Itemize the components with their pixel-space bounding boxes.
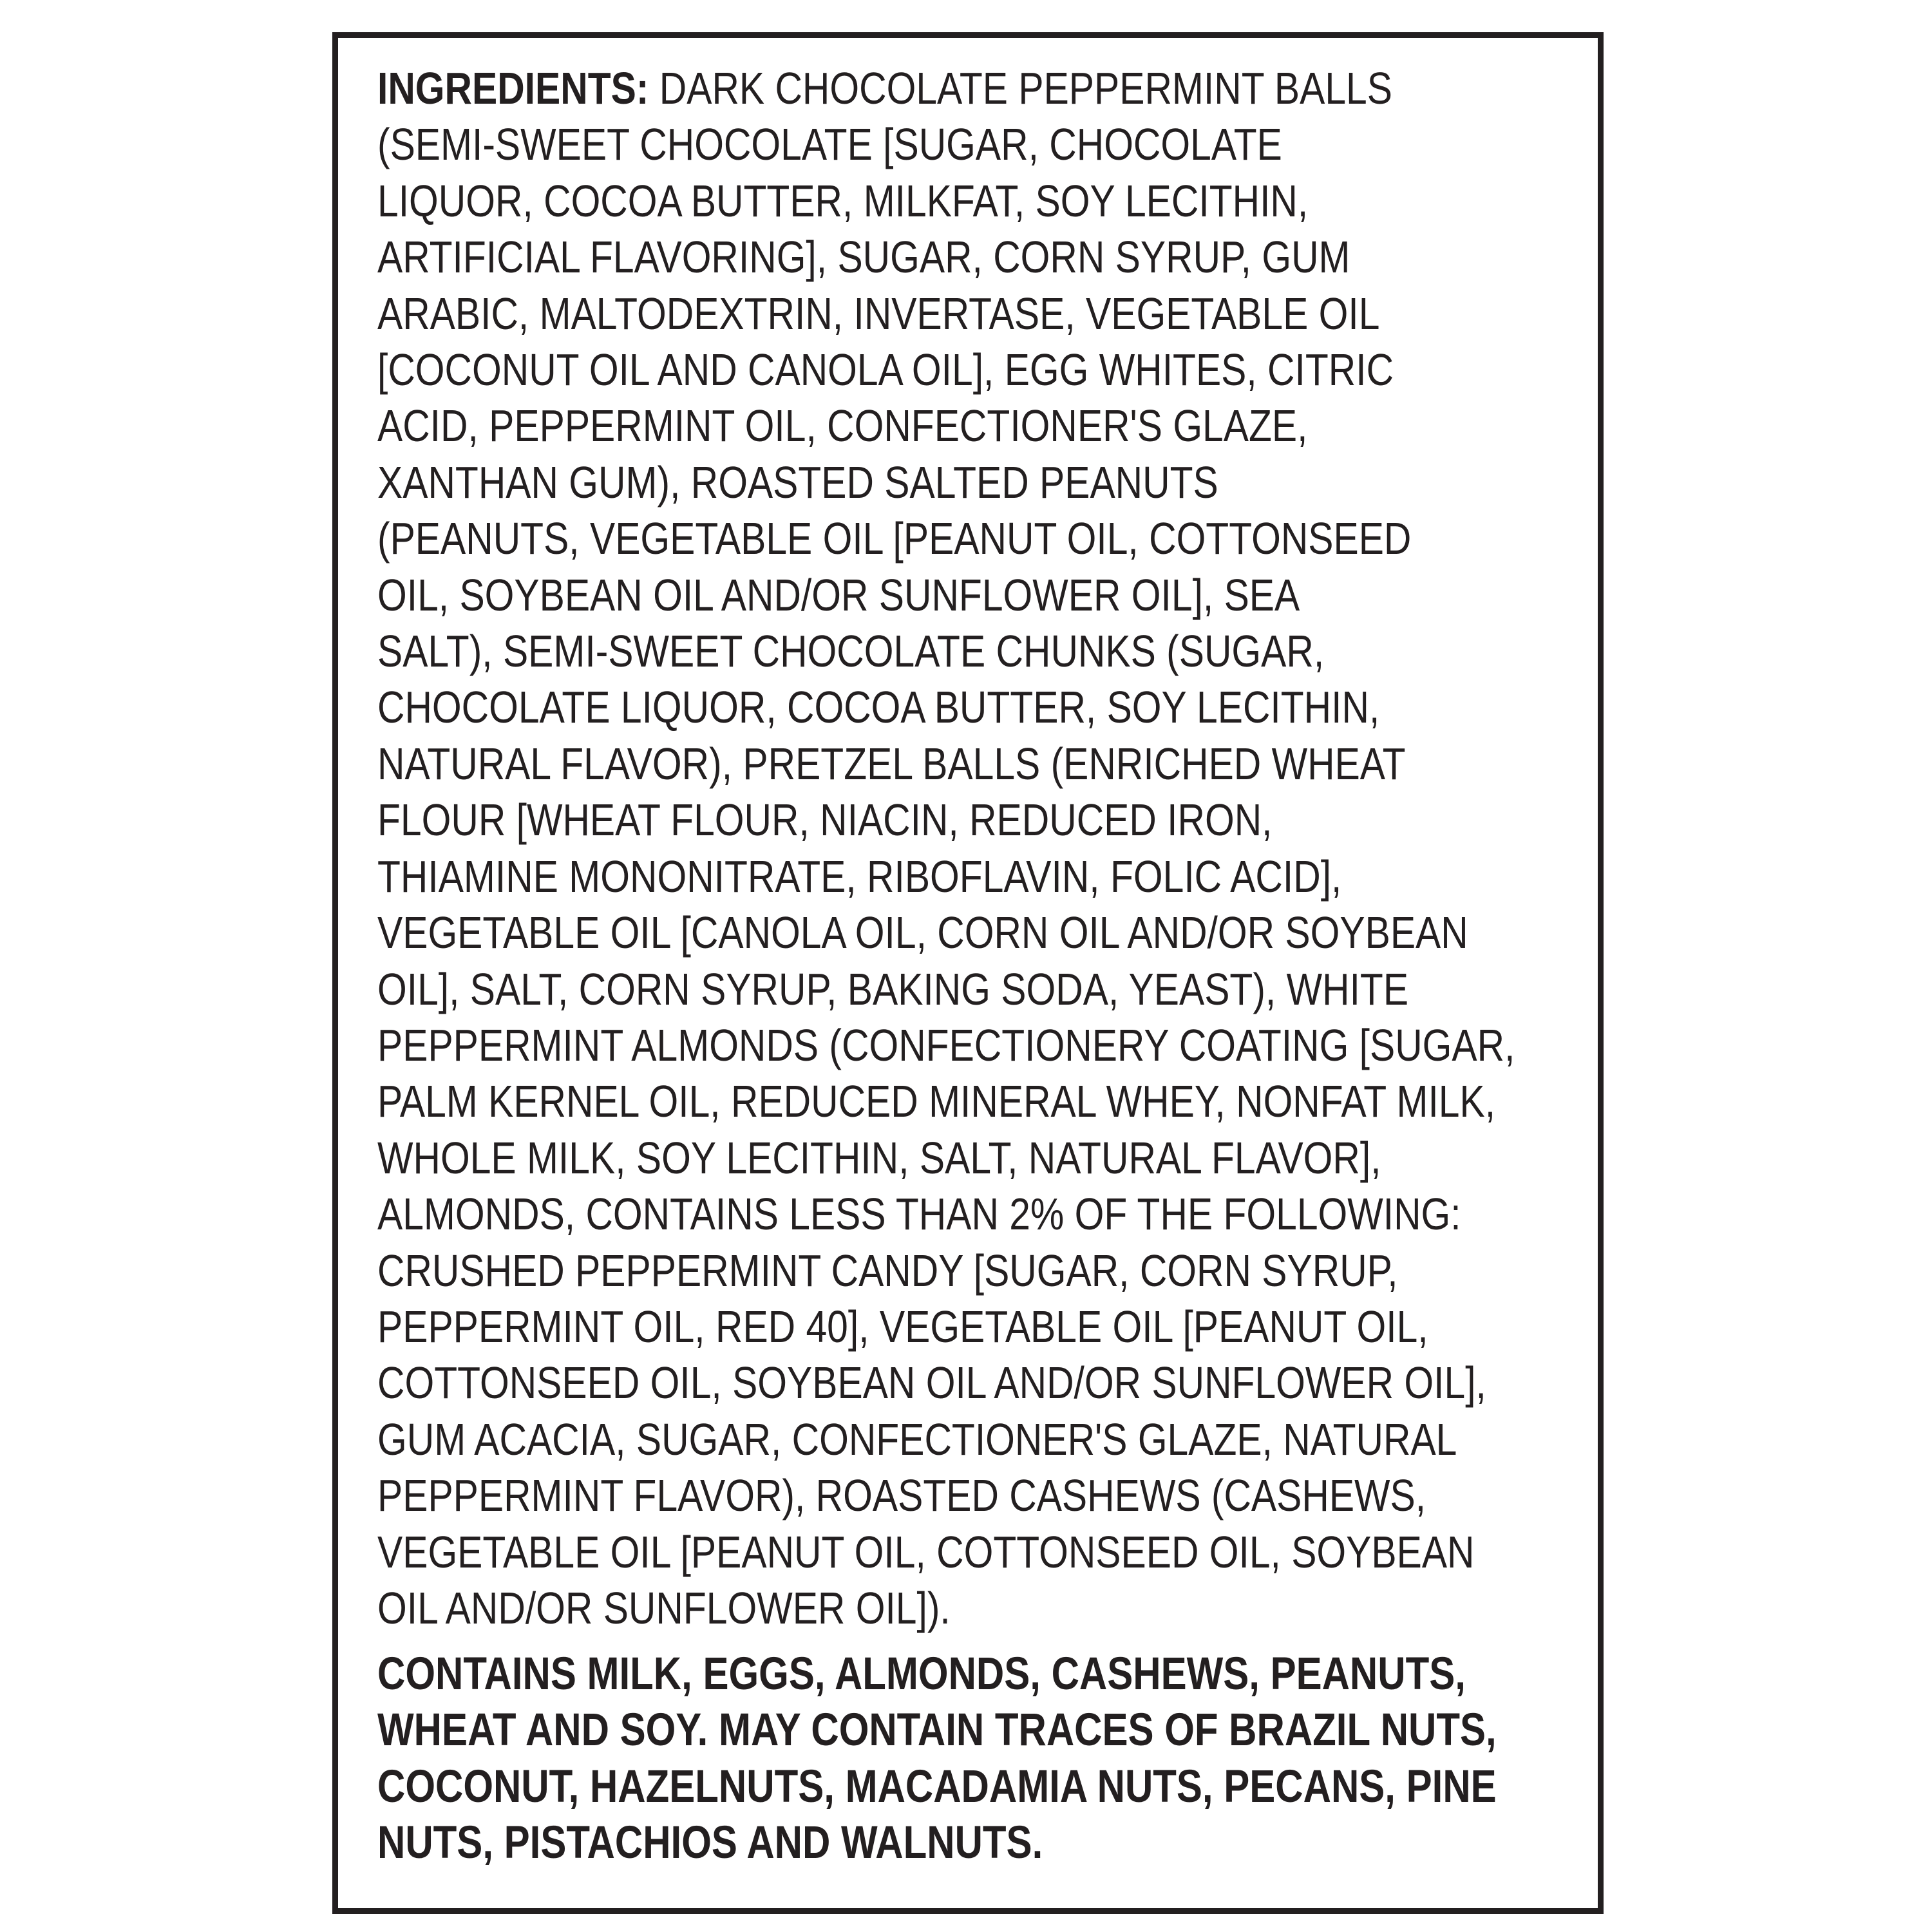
- ingredients-line: (SEMI-SWEET CHOCOLATE [SUGAR, CHOCOLATE: [377, 119, 1282, 170]
- ingredients-line: OIL AND/OR SUNFLOWER OIL]).: [377, 1582, 951, 1633]
- ingredients-line: ACID, PEPPERMINT OIL, CONFECTIONER'S GLAZE,: [377, 401, 1308, 451]
- ingredients-line: VEGETABLE OIL [PEANUT OIL, COTTONSEED OIL, SOYBEAN: [377, 1526, 1475, 1577]
- ingredients-line: NATURAL FLAVOR), PRETZEL BALLS (ENRICHED WHEAT: [377, 738, 1406, 789]
- ingredients-line: THIAMINE MONONITRATE, RIBOFLAVIN, FOLIC ACID],: [377, 851, 1342, 902]
- ingredients-line: WHOLE MILK, SOY LECITHIN, SALT, NATURAL FLAVOR],: [377, 1132, 1381, 1183]
- ingredients-line: PEPPERMINT FLAVOR), ROASTED CASHEWS (CASHEWS,: [377, 1470, 1426, 1521]
- ingredients-line: OIL], SALT, CORN SYRUP, BAKING SODA, YEAST), WHITE: [377, 963, 1409, 1014]
- ingredients-line: PEPPERMINT OIL, RED 40], VEGETABLE OIL [PEANUT OIL,: [377, 1301, 1428, 1352]
- ingredients-line: CHOCOLATE LIQUOR, COCOA BUTTER, SOY LECITHIN,: [377, 682, 1380, 733]
- allergen-line: NUTS, PISTACHIOS AND WALNUTS.: [377, 1817, 1043, 1869]
- ingredients-line: PEPPERMINT ALMONDS (CONFECTIONERY COATING [SUGAR,: [377, 1019, 1515, 1070]
- allergen-statement: [377, 1646, 1497, 1871]
- allergen-line: WHEAT AND SOY. MAY CONTAIN TRACES OF BRAZIL NUTS,: [377, 1705, 1497, 1756]
- ingredients-heading: INGREDIENTS:: [377, 63, 649, 113]
- ingredients-line: XANTHAN GUM), ROASTED SALTED PEANUTS: [377, 457, 1218, 507]
- ingredients-line: LIQUOR, COCOA BUTTER, MILKFAT, SOY LECITHIN,: [377, 175, 1309, 226]
- ingredients-line: GUM ACACIA, SUGAR, CONFECTIONER'S GLAZE, NATURAL: [377, 1414, 1457, 1464]
- ingredients-statement: [377, 61, 1515, 1636]
- ingredients-line: ARTIFICIAL FLAVORING], SUGAR, CORN SYRUP, GUM: [377, 232, 1350, 283]
- ingredients-line: ALMONDS, CONTAINS LESS THAN 2% OF THE FOLLOWING:: [377, 1189, 1461, 1240]
- ingredients-line: [377, 61, 1394, 117]
- allergen-line: CONTAINS MILK, EGGS, ALMONDS, CASHEWS, PEANUTS,: [377, 1649, 1466, 1700]
- ingredients-line: (PEANUTS, VEGETABLE OIL [PEANUT OIL, COTTONSEED: [377, 513, 1412, 564]
- ingredients-text: DARK CHOCOLATE PEPPERMINT BALLS: [649, 63, 1392, 113]
- ingredients-line: SALT), SEMI-SWEET CHOCOLATE CHUNKS (SUGAR,: [377, 626, 1325, 677]
- ingredients-line: FLOUR [WHEAT FLOUR, NIACIN, REDUCED IRON,: [377, 795, 1273, 846]
- ingredients-line: COTTONSEED OIL, SOYBEAN OIL AND/OR SUNFLOWER OIL],: [377, 1358, 1486, 1408]
- ingredients-line: PALM KERNEL OIL, REDUCED MINERAL WHEY, NONFAT MILK,: [377, 1076, 1496, 1127]
- ingredients-line: CRUSHED PEPPERMINT CANDY [SUGAR, CORN SYRUP,: [377, 1245, 1398, 1296]
- ingredients-line: VEGETABLE OIL [CANOLA OIL, CORN OIL AND/OR SOYBEAN: [377, 907, 1468, 958]
- allergen-line: COCONUT, HAZELNUTS, MACADAMIA NUTS, PECANS, PINE: [377, 1761, 1497, 1812]
- ingredients-line: ARABIC, MALTODEXTRIN, INVERTASE, VEGETABLE OIL: [377, 288, 1380, 339]
- ingredients-line: OIL, SOYBEAN OIL AND/OR SUNFLOWER OIL], SEA: [377, 569, 1300, 620]
- ingredients-line: [COCONUT OIL AND CANOLA OIL], EGG WHITES, CITRIC: [377, 345, 1394, 395]
